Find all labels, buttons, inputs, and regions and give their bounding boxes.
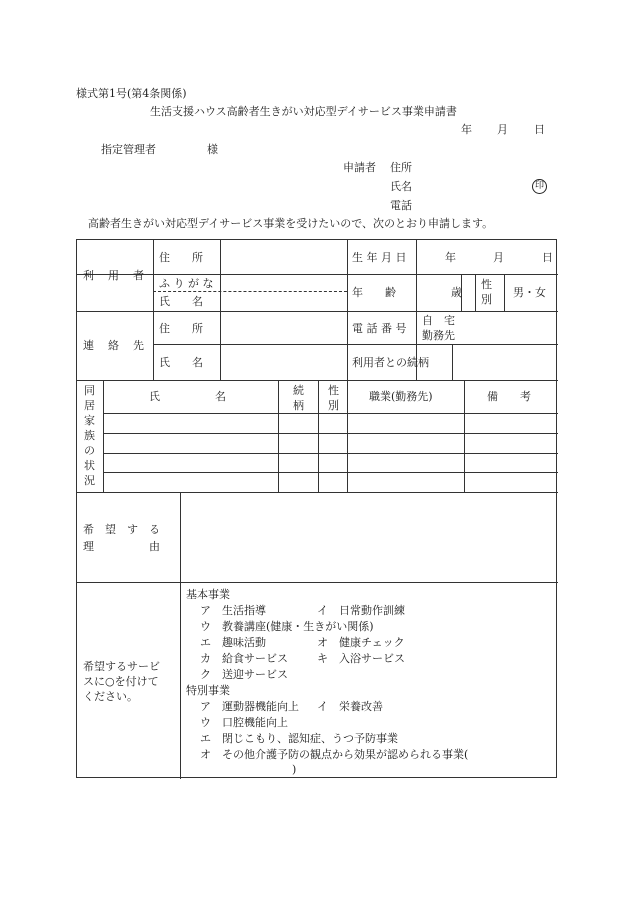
contact-section-label: 連 絡 先 xyxy=(83,339,144,352)
special-services-heading: 特別事業 xyxy=(186,684,230,697)
user-furigana-label: ふ り が な xyxy=(159,277,214,290)
service-item[interactable]: オ その他介護予防の観点から効果が認められる事業( xyxy=(200,748,469,761)
household-remarks-header: 備 考 xyxy=(487,390,531,403)
services-label-line3: ください。 xyxy=(83,690,138,703)
applicant-phone-label: 電話 xyxy=(390,199,412,212)
contact-address-label: 住 所 xyxy=(159,322,203,335)
date-month: 月 xyxy=(497,123,508,136)
applicant-address-label: 住所 xyxy=(390,161,412,174)
form-title: 生活支援ハウス高齢者生きがい対応型デイサービス事業申請書 xyxy=(150,105,457,118)
service-item[interactable]: ア 生活指導 xyxy=(200,604,266,617)
date-day: 日 xyxy=(534,123,545,136)
service-item[interactable]: ウ 教養講座(健康・生きがい関係) xyxy=(200,620,374,633)
birth-day-label: 日 xyxy=(542,251,553,264)
seal-mark-icon: 印 xyxy=(532,179,547,194)
service-item[interactable]: イ 日常動作訓練 xyxy=(317,604,405,617)
service-item[interactable]: ア 運動器機能向上 xyxy=(200,700,299,713)
household-sex-header: 性 別 xyxy=(328,384,339,412)
service-item[interactable]: キ 入浴サービス xyxy=(317,652,405,665)
applicant-name-label: 氏名 xyxy=(390,180,412,193)
applicant-label: 申請者 xyxy=(343,161,376,174)
service-item[interactable]: ウ 口腔機能向上 xyxy=(200,716,288,729)
household-relation-header: 続 柄 xyxy=(293,384,304,412)
contact-work-label: 勤務先 xyxy=(422,329,455,342)
user-name-label: 氏 名 xyxy=(159,295,203,308)
household-job-header: 職業(勤務先) xyxy=(369,390,433,403)
services-label-line1: 希望するサービ xyxy=(83,660,160,673)
service-item-close-paren: ) xyxy=(292,763,297,776)
birth-month-label: 月 xyxy=(493,251,504,264)
reason-label-line1: 希 望 す る xyxy=(83,523,160,536)
application-form-table xyxy=(76,239,557,778)
household-section-label: 同 居 家 族 の 状 況 xyxy=(84,384,95,487)
services-label-line2: スに○を付けて xyxy=(83,675,159,688)
age-unit: 歳 xyxy=(451,286,462,299)
basic-services-heading: 基本事業 xyxy=(186,588,230,601)
age-label: 年 齢 xyxy=(352,286,396,299)
service-item[interactable]: エ 閉じこもり、認知症、うつ予防事業 xyxy=(200,732,398,745)
service-item[interactable]: ク 送迎サービス xyxy=(200,668,288,681)
birth-year-label: 年 xyxy=(445,251,456,264)
service-item[interactable]: カ 給食サービス xyxy=(200,652,288,665)
service-item[interactable]: オ 健康チェック xyxy=(317,636,405,649)
sex-value: 男・女 xyxy=(513,286,546,299)
addressee-suffix: 様 xyxy=(207,143,218,156)
user-section-label: 利 用 者 xyxy=(83,269,144,282)
addressee: 指定管理者 xyxy=(101,143,156,156)
service-item[interactable]: エ 趣味活動 xyxy=(200,636,266,649)
intro-text: 高齢者生きがい対応型デイサービス事業を受けたいので、次のとおり申請します。 xyxy=(88,217,494,230)
contact-relation-label: 利用者との続柄 xyxy=(352,356,429,369)
contact-name-label: 氏 名 xyxy=(159,356,203,369)
form-number: 様式第1号(第4条関係) xyxy=(76,87,187,100)
contact-phone-label: 電 話 番 号 xyxy=(352,322,407,335)
date-year: 年 xyxy=(461,123,472,136)
birth-date-label: 生 年 月 日 xyxy=(352,251,407,264)
reason-input-area[interactable] xyxy=(181,493,557,581)
contact-home-label: 自 宅 xyxy=(422,314,455,327)
user-sex-label: 性 別 xyxy=(481,278,492,306)
user-address-label: 住 所 xyxy=(159,251,203,264)
reason-label-line2: 理 由 xyxy=(83,540,160,553)
service-item[interactable]: イ 栄養改善 xyxy=(317,700,383,713)
household-name-header: 氏 名 xyxy=(149,390,226,403)
